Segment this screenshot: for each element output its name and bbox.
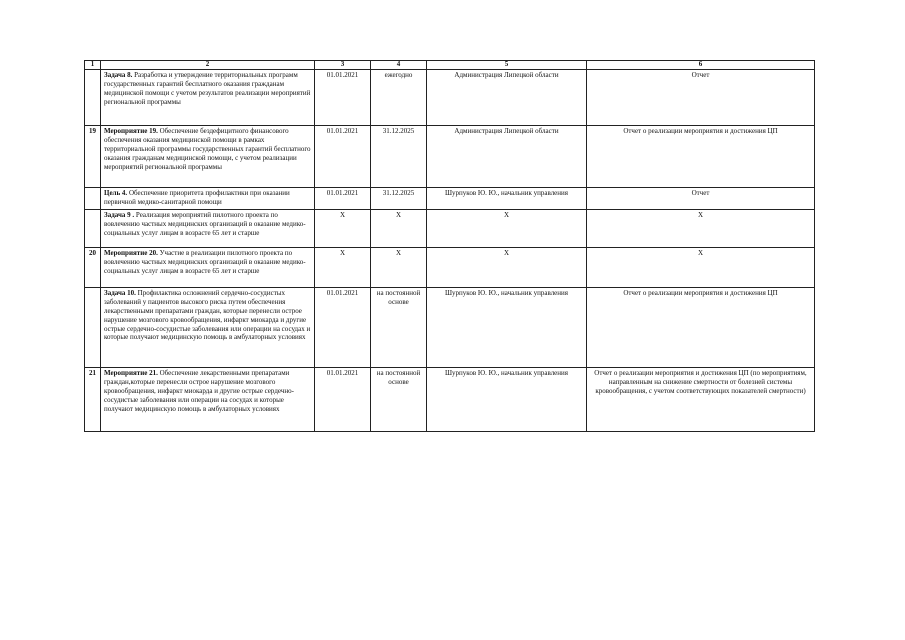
plan-table	[84, 60, 815, 432]
header-col-5: 5	[427, 61, 587, 70]
row-number	[85, 209, 101, 247]
row-end-date: на постоянной основе	[371, 287, 427, 367]
row-text: Обеспечение приоритета профилактики при оказании первичной медико-санитарной помощи	[104, 188, 290, 206]
row-number: 21	[85, 367, 101, 431]
table-row	[85, 69, 815, 125]
row-executor: Шурпуков Ю. Ю., начальник управления	[427, 187, 587, 209]
row-executor: Администрация Липецкой области	[427, 125, 587, 187]
row-description	[101, 367, 315, 431]
row-description	[101, 247, 315, 287]
row-result: Отчет	[587, 69, 815, 125]
row-end-date: на постоянной основе	[371, 367, 427, 431]
row-end-date: X	[371, 247, 427, 287]
row-start-date: 01.01.2021	[315, 367, 371, 431]
row-description	[101, 69, 315, 125]
row-number: 19	[85, 125, 101, 187]
table-row	[85, 287, 815, 367]
row-description	[101, 125, 315, 187]
row-number	[85, 69, 101, 125]
row-start-date: 01.01.2021	[315, 187, 371, 209]
row-start-date: 01.01.2021	[315, 287, 371, 367]
row-result: X	[587, 209, 815, 247]
row-title: Мероприятие 20.	[104, 248, 158, 257]
row-result: Отчет о реализации мероприятия и достижения ЦП	[587, 125, 815, 187]
table-row	[85, 247, 815, 287]
row-text: Обеспечение бездефицитного финансового обеспечения оказания медицинской помощи в рамках территориальной программы государственных гарантий бесплатного оказания гражданам медицинской помощи, с учетом реализации мероприятий региональной программы	[104, 126, 311, 171]
row-text: Участие в реализации пилотного проекта по вовлечению частных медицинских организаций в оказание медико-социальных услуг лицам в возрасте 65 лет и старше	[104, 248, 306, 275]
row-title: Мероприятие 19.	[104, 126, 158, 135]
row-start-date: 01.01.2021	[315, 125, 371, 187]
header-col-4: 4	[371, 61, 427, 70]
row-start-date: X	[315, 247, 371, 287]
header-col-3: 3	[315, 61, 371, 70]
row-title: Задача 10.	[104, 288, 136, 297]
row-description	[101, 209, 315, 247]
row-start-date: 01.01.2021	[315, 69, 371, 125]
row-result: Отчет о реализации мероприятия и достижения ЦП	[587, 287, 815, 367]
row-start-date: X	[315, 209, 371, 247]
row-title: Мероприятие 21.	[104, 368, 158, 377]
row-result: Отчет о реализации мероприятия и достижения ЦП (по мероприятиям, направленным на снижение смертности от болезней системы кровообращения, с учетом соответствующих показателей смертности)	[587, 367, 815, 431]
row-end-date: 31.12.2025	[371, 187, 427, 209]
header-col-6: 6	[587, 61, 815, 70]
row-executor: Администрация Липецкой области	[427, 69, 587, 125]
row-number: 20	[85, 247, 101, 287]
table-row	[85, 187, 815, 209]
row-result: X	[587, 247, 815, 287]
row-text: Обеспечение лекарственными препаратами граждан,которые перенесли острое нарушение мозгового кровообращения, инфаркт миокарда и другие острые сердечно-сосудистые заболевания или операции на сосудах и которые получают медицинскую помощь в амбулаторных условиях	[104, 368, 294, 413]
row-number	[85, 187, 101, 209]
table-row	[85, 367, 815, 431]
row-title: Задача 8.	[104, 70, 133, 79]
row-result: Отчет	[587, 187, 815, 209]
table-row	[85, 209, 815, 247]
header-col-2: 2	[101, 61, 315, 70]
row-end-date: ежегодно	[371, 69, 427, 125]
row-text: Разработка и утверждение территориальных программ государственных гарантий бесплатного оказания гражданам медицинской помощи с учетом результатов реализации мероприятий региональной программы	[104, 70, 311, 106]
header-col-1: 1	[85, 61, 101, 70]
row-title: Задача 9 .	[104, 210, 135, 219]
row-description	[101, 187, 315, 209]
header-row	[85, 61, 815, 70]
row-text: Профилактика осложнений сердечно-сосудистых заболеваний у пациентов высокого риска путем обеспечения лекарственными препаратами граждан, которые перенесли острое нарушение мозгового кровообращения, инфаркт миокарда и другие острые сердечно-сосудистые заболевания или операции на сосудах и которые получают медицинскую помощь в амбулаторных условиях	[104, 288, 311, 342]
row-executor: X	[427, 209, 587, 247]
row-text: Реализация мероприятий пилотного проекта по вовлечению частных медицинских организаций в оказание медико-социальных услуг лицам в возрасте 65 лет и старше	[104, 210, 306, 237]
row-executor: X	[427, 247, 587, 287]
row-number	[85, 287, 101, 367]
row-executor: Шурпуков Ю. Ю., начальник управления	[427, 367, 587, 431]
row-title: Цель 4.	[104, 188, 128, 197]
row-end-date: 31.12.2025	[371, 125, 427, 187]
table-row	[85, 125, 815, 187]
row-description	[101, 287, 315, 367]
row-executor: Шурпуков Ю. Ю., начальник управления	[427, 287, 587, 367]
row-end-date: X	[371, 209, 427, 247]
